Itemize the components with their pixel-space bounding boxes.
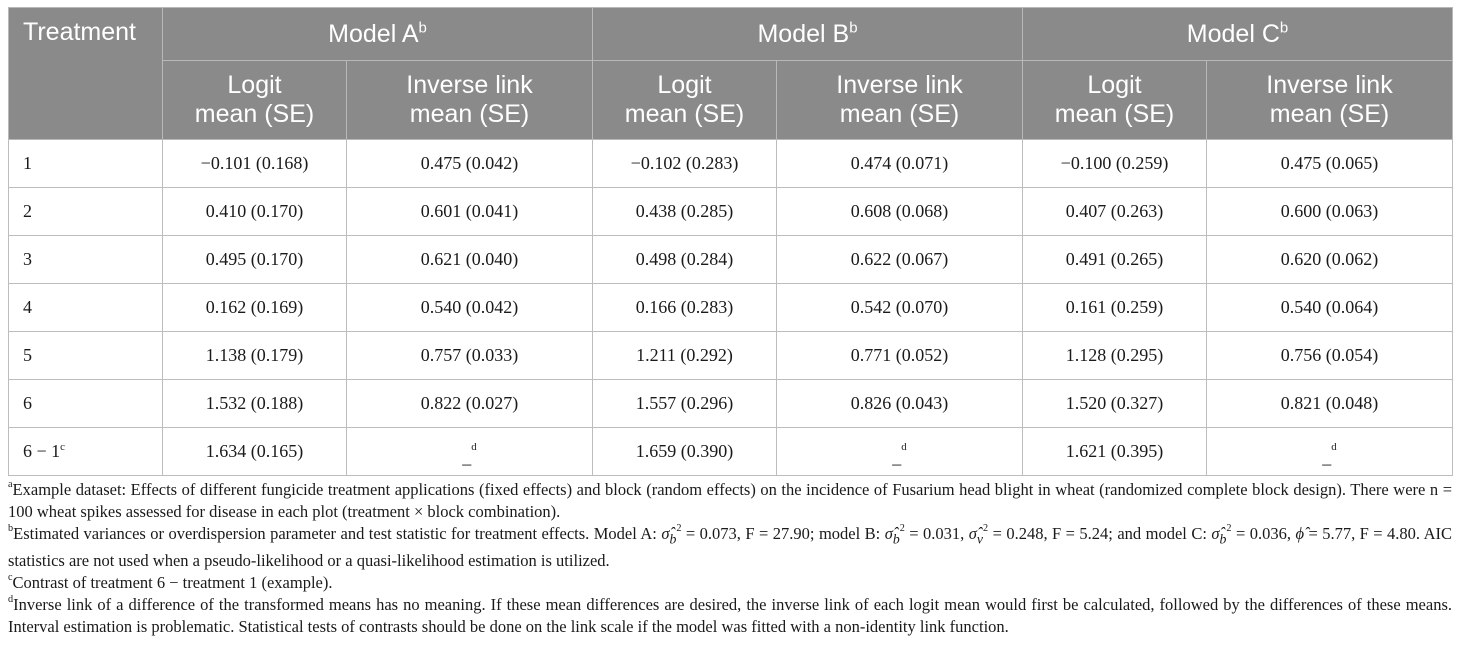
- treatment-cell: 4: [9, 284, 163, 332]
- model-c-inverse-cell: 0.540 (0.064): [1207, 284, 1453, 332]
- treatment-cell: 3: [9, 236, 163, 284]
- model-b-inverse-cell: 0.542 (0.070): [777, 284, 1023, 332]
- model-c-logit-cell: −0.100 (0.259): [1023, 140, 1207, 188]
- table-row: [9, 140, 1453, 188]
- footnote-d: $^d$Inverse link of a difference of the transformed means has no meaning. If these mean differences are desired, the inverse link of each logit mean would first be calculated, followed by the differences of these means. Interval estimation is problematic. Statistical tests of contrasts should be done on the link scale if the model was fitted with a non-identity link function.: [8, 593, 1452, 637]
- model-c-logit-cell: 1.128 (0.295): [1023, 332, 1207, 380]
- model-b-inverse-cell: 0.608 (0.068): [777, 188, 1023, 236]
- contrast-row: [9, 428, 1453, 476]
- model-b-logit-cell: 0.438 (0.285): [593, 188, 777, 236]
- model-a-logit-cell: 0.495 (0.170): [163, 236, 347, 284]
- model-b-logit-cell: 1.211 (0.292): [593, 332, 777, 380]
- model-c-header: Model $C^b$: [1023, 8, 1453, 61]
- treatment-cell: 6: [9, 380, 163, 428]
- treatment-cell: 2: [9, 188, 163, 236]
- model-c-logit-cell: 1.621 (0.395): [1023, 428, 1207, 476]
- model-b-logit-header: Logit mean (SE): [593, 61, 777, 140]
- results-table-container: [8, 7, 1452, 638]
- footnote-c: $^c$Contrast of treatment 6 − treatment 1 (example).: [8, 571, 333, 593]
- model-a-logit-header: Logit mean (SE): [163, 61, 347, 140]
- table-footnotes: [8, 479, 1452, 638]
- results-table: [8, 7, 1453, 476]
- model-a-logit-cell: 0.410 (0.170): [163, 188, 347, 236]
- model-c-inverse-cell: _$^d$: [1207, 428, 1453, 476]
- model-b-logit-cell: 0.166 (0.283): [593, 284, 777, 332]
- footnote-a: $^a$Example dataset: Effects of different fungicide treatment applications (fixed effects) and block (random effects) on the incidence of Fusarium head blight in wheat (randomized complete block design). There were n = 100 wheat spikes assessed for disease in each plot (treatment × block combination).: [8, 478, 1452, 521]
- model-c-inverse-cell: 0.756 (0.054): [1207, 332, 1453, 380]
- table-row: [9, 284, 1453, 332]
- model-c-logit-cell: 1.520 (0.327): [1023, 380, 1207, 428]
- table-row: [9, 380, 1453, 428]
- model-a-logit-cell: 0.162 (0.169): [163, 284, 347, 332]
- model-c-inverse-cell: 0.821 (0.048): [1207, 380, 1453, 428]
- model-a-logit-cell: 1.532 (0.188): [163, 380, 347, 428]
- model-c-inverse-header: Inverse link mean (SE): [1207, 61, 1453, 140]
- model-c-inverse-cell: 0.475 (0.065): [1207, 140, 1453, 188]
- treatment-cell: 1: [9, 140, 163, 188]
- model-b-header: Model $B^b$: [593, 8, 1023, 61]
- model-b-inverse-header: Inverse link mean (SE): [777, 61, 1023, 140]
- treatment-cell: $6 - 1^c$: [9, 428, 163, 476]
- model-a-inverse-cell: _$^d$: [347, 428, 593, 476]
- model-a-inverse-cell: 0.757 (0.033): [347, 332, 593, 380]
- model-b-inverse-cell: 0.826 (0.043): [777, 380, 1023, 428]
- header-row-models: [9, 8, 1453, 61]
- model-c-logit-cell: 0.161 (0.259): [1023, 284, 1207, 332]
- table-row: [9, 236, 1453, 284]
- model-a-inverse-cell: 0.475 (0.042): [347, 140, 593, 188]
- model-b-inverse-cell: 0.474 (0.071): [777, 140, 1023, 188]
- model-b-inverse-cell: 0.622 (0.067): [777, 236, 1023, 284]
- model-b-inverse-cell: 0.771 (0.052): [777, 332, 1023, 380]
- treatment-header: Treatment: [9, 8, 163, 140]
- header-row-sub: [9, 61, 1453, 140]
- model-b-logit-cell: 0.498 (0.284): [593, 236, 777, 284]
- model-c-logit-cell: 0.407 (0.263): [1023, 188, 1207, 236]
- model-a-inverse-cell: 0.822 (0.027): [347, 380, 593, 428]
- model-a-inverse-cell: 0.621 (0.040): [347, 236, 593, 284]
- model-a-logit-cell: 1.138 (0.179): [163, 332, 347, 380]
- treatment-cell: 5: [9, 332, 163, 380]
- model-b-inverse-cell: _$^d$: [777, 428, 1023, 476]
- model-a-inverse-cell: 0.601 (0.041): [347, 188, 593, 236]
- model-c-logit-cell: 0.491 (0.265): [1023, 236, 1207, 284]
- table-row: [9, 332, 1453, 380]
- footnote-b: $^b$Estimated variances or overdispersion parameter and test statistic for treatment effects. Model A: $\sigmâ_b^2 = 0.073$, F = 27.90; model B: $\sigmâ_b^2 = 0.031$, $\sigmâ_v^2 = 0.248$, F = 5.24; and model C: $\sigmâ_b^2 = 0.036$, ϕ̂ = 5.77, F = 4.80. AIC statistics are not used when a pseudo-likelihood or a quasi-likelihood estimation is utilized.: [8, 522, 1453, 571]
- table-row: [9, 188, 1453, 236]
- model-a-header: Model $A^b$: [163, 8, 593, 61]
- model-a-logit-cell: 1.634 (0.165): [163, 428, 347, 476]
- model-a-inverse-cell: 0.540 (0.042): [347, 284, 593, 332]
- model-c-inverse-cell: 0.600 (0.063): [1207, 188, 1453, 236]
- model-b-logit-cell: −0.102 (0.283): [593, 140, 777, 188]
- model-a-inverse-header: Inverse link mean (SE): [347, 61, 593, 140]
- model-a-logit-cell: −0.101 (0.168): [163, 140, 347, 188]
- model-b-logit-cell: 1.557 (0.296): [593, 380, 777, 428]
- model-b-logit-cell: 1.659 (0.390): [593, 428, 777, 476]
- model-c-logit-header: Logit mean (SE): [1023, 61, 1207, 140]
- model-c-inverse-cell: 0.620 (0.062): [1207, 236, 1453, 284]
